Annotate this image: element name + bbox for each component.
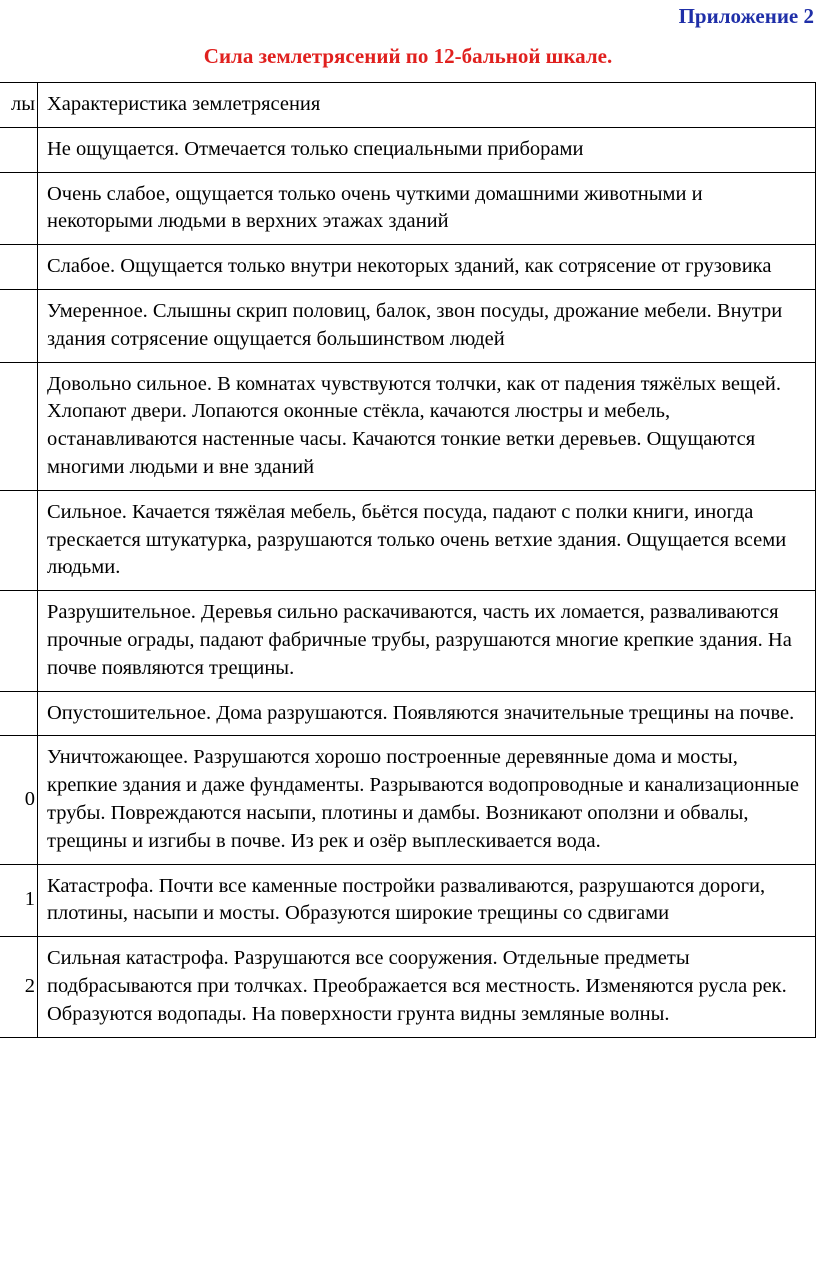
header-score: лы	[0, 83, 38, 128]
table-row	[0, 245, 816, 290]
table-row	[0, 864, 816, 937]
appendix-label: Приложение 2	[678, 4, 814, 28]
score-cell	[0, 172, 38, 245]
table-row	[0, 127, 816, 172]
score-cell	[0, 591, 38, 691]
table-row	[0, 362, 816, 490]
table-row	[0, 736, 816, 864]
table-row	[0, 289, 816, 362]
description-cell: Сильное. Качается тяжёлая мебель, бьётся посуда, падают с полки книги, иногда трескается штукатурка, разрушаются только очень ветхие здания. Ощущается всеми людьми.	[38, 490, 816, 590]
description-cell: Умеренное. Слышны скрип половиц, балок, звон посуды, дрожание мебели. Внутри здания сотрясение ощущается большинством людей	[38, 289, 816, 362]
table-header-row	[0, 83, 816, 128]
score-cell	[0, 245, 38, 290]
earthquake-scale-table	[0, 82, 816, 1038]
score-cell: 1	[0, 864, 38, 937]
table-row	[0, 937, 816, 1037]
score-cell	[0, 289, 38, 362]
score-cell	[0, 127, 38, 172]
score-cell	[0, 490, 38, 590]
table-row	[0, 490, 816, 590]
score-cell	[0, 362, 38, 490]
description-cell: Довольно сильное. В комнатах чувствуются толчки, как от падения тяжёлых вещей. Хлопают двери. Лопаются оконные стёкла, качаются люстры и мебель, останавливаются настенные часы. Качаются тонкие ветки деревьев. Ощущаются многими людьми и вне зданий	[38, 362, 816, 490]
header-characteristic: Характеристика землетрясения	[38, 83, 816, 128]
score-cell: 2	[0, 937, 38, 1037]
table-row	[0, 691, 816, 736]
description-cell: Уничтожающее. Разрушаются хорошо построенные деревянные дома и мосты, крепкие здания и даже фундаменты. Разрываются водопроводные и канализационные трубы. Повреждаются насыпи, плотины и дамбы. Возникают оползни и обвалы, трещины и изгибы в почве. Из рек и озёр выплескивается вода.	[38, 736, 816, 864]
description-cell: Не ощущается. Отмечается только специальными приборами	[38, 127, 816, 172]
description-cell: Разрушительное. Деревья сильно раскачиваются, часть их ломается, разваливаются прочные ограды, падают фабричные трубы, разрушаются многие крепкие здания. На почве появляются трещины.	[38, 591, 816, 691]
description-cell: Слабое. Ощущается только внутри некоторых зданий, как сотрясение от грузовика	[38, 245, 816, 290]
description-cell: Опустошительное. Дома разрушаются. Появляются значительные трещины на почве.	[38, 691, 816, 736]
score-cell	[0, 691, 38, 736]
page-title: Сила землетрясений по 12-бальной шкале.	[203, 44, 613, 68]
description-cell: Очень слабое, ощущается только очень чуткими домашними животными и некоторыми людьми в верхних этажах зданий	[38, 172, 816, 245]
table-row	[0, 591, 816, 691]
description-cell: Сильная катастрофа. Разрушаются все сооружения. Отдельные предметы подбрасываются при толчках. Преображается вся местность. Изменяются русла рек. Образуются водопады. На поверхности грунта видны земляные волны.	[38, 937, 816, 1037]
table-row	[0, 172, 816, 245]
score-cell: 0	[0, 736, 38, 864]
description-cell: Катастрофа. Почти все каменные постройки разваливаются, разрушаются дороги, плотины, насыпи и мосты. Образуются широкие трещины со сдвигами	[38, 864, 816, 937]
